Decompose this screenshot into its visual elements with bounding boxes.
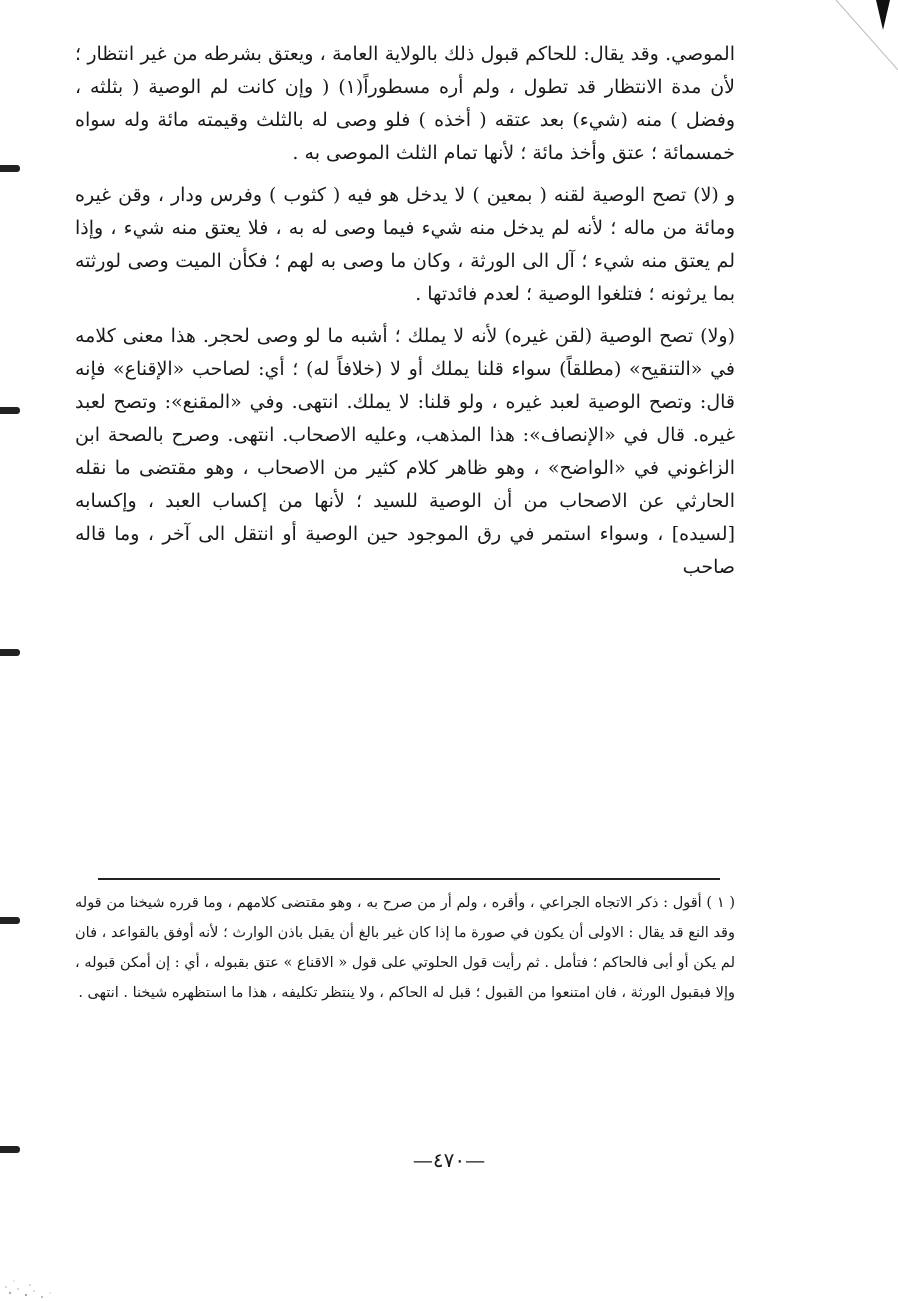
paragraph: و (لا) تصح الوصية لقنه ( بمعين ) لا يدخل هو فيه ( كثوب ) وفرس ودار ، وقن غيره ومائة من ماله ؛ لأنه لم يدخل منه شيء فيما وصى له به ، فلا يعتق منه شيء ، وإذا لم يعتق منه شيء ؛ آل الى الورثة ، وكان ما وصى به لهم ؛ فكأن الميت وصى لورثته بما يرثونه ؛ فتلغوا الوصية ؛ لعدم فائدتها . xyxy=(75,184,735,305)
page-number: —٤٧٠— xyxy=(412,1148,486,1172)
binding-hole-mark xyxy=(0,165,20,172)
binding-hole-mark xyxy=(0,917,20,924)
binding-hole-mark xyxy=(0,407,20,414)
paragraph: (ولا) تصح الوصية (لقن غيره) لأنه لا يملك ؛ أشبه ما لو وصى لحجر. هذا معنى كلامه في «التنقيح» (مطلقاً) سواء قلنا يملك أو لا (خلافاً له) ؛ أي: لصاحب «الإقناع» فإنه قال: وتصح الوصية لعبد غيره ، ولو قلنا: لا يملك. انتهى. وفي «المقنع»: وتصح لعبد غيره. قال في «الإنصاف»: هذا المذهب، وعليه الاصحاب. انتهى. وصرح بالصحة ابن الزاغوني في «الواضح» ، وهو ظاهر كلام كثير من الاصحاب ، وهو مقتضى ما نقله الحارثي عن الاصحاب من أن الوصية للسيد ؛ لأنها من إكساب العبد ، وإكسابه [لسيده] ، وسواء استمر في رق الموجود حين الوصية أو انتقل الى آخر ، وما قاله صاحب xyxy=(75,325,735,578)
main-text xyxy=(75,38,735,593)
scan-speckle xyxy=(0,1231,70,1301)
binding-hole-mark xyxy=(0,649,20,656)
footnotes xyxy=(75,888,735,1008)
paragraph: الموصي. وقد يقال: للحاكم قبول ذلك بالولاية العامة ، ويعتق بشرطه من غير انتظار ؛ لأن مدة الانتظار قد تطول ، ولم أره مسطوراً(١) ( وإن كانت لم الوصية ( بثلثه ، وفضل ) منه (شيء) بعد عتقه ( أخذه ) فلو وصى له بالثلث وقيمته مائة وله سواه خمسمائة ؛ عتق وأخذ مائة ؛ لأنها تمام الثلث الموصى به . xyxy=(75,43,735,164)
footnote: ( ١ ) أقول : ذكر الاتجاه الجراعي ، وأقره ، ولم أر من صرح به ، وهو مقتضى كلامهم ، وما قرره شيخنا من قوله وقد النع قد يقال : الاولى أن يكون في صورة ما إذا كان غير بالغ أن يقبل باذن الوارث ؛ لأنه أوفق بالقواعد ، فان لم يكن أو أبى فالحاكم ؛ فتأمل . ثم رأيت قول الحلوتي على قول « الاقناع » عتق بقبوله ، أي : إن أمكن قبوله ، وإلا فبقبول الورثة ، فان امتنعوا من القبول ؛ قبل له الحاكم ، ولا ينتظر تكليفه ، هذا ما استظهره شيخنا . انتهى . xyxy=(75,895,735,1001)
corner-fold-line xyxy=(818,0,898,90)
footnote-divider xyxy=(98,878,720,880)
